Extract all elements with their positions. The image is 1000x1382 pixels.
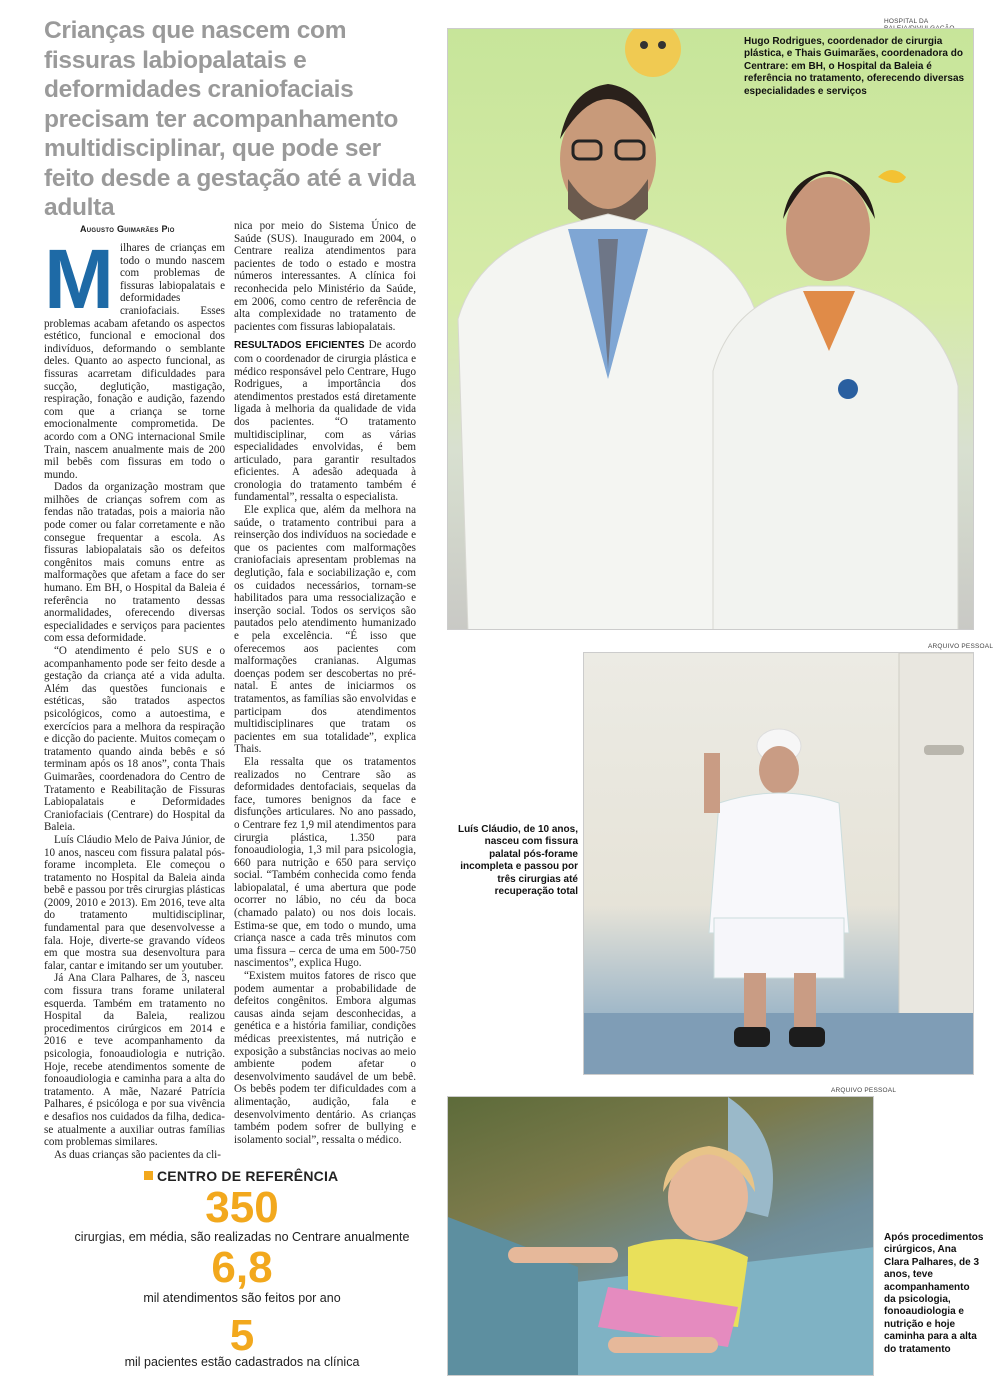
photo-caption: Luís Cláudio, de 10 anos, nasceu com fissura palatal pós-forame incompleta e passou por três cirurgias até recuperação total xyxy=(457,824,578,898)
boy-illustration xyxy=(584,653,974,1075)
box-title-text: CENTRO DE REFERÊNCIA xyxy=(157,1168,339,1184)
doctors-illustration xyxy=(448,29,974,630)
byline: Augusto Guimarães Pio xyxy=(80,224,175,234)
article-paragraph xyxy=(44,232,225,481)
photo-caption: Hugo Rodrigues, coordenador de cirurgia plástica, e Thais Guimarães, coordenadora do Centrare: em BH, o Hospital da Baleia é referência no tratamento, oferecendo diversas especialidades e serviços xyxy=(744,36,965,97)
stat-description: mil atendimentos são feitos por ano xyxy=(143,1291,341,1305)
girl-illustration xyxy=(448,1097,874,1376)
photo-girl xyxy=(447,1096,874,1376)
stat-value: 350 xyxy=(205,1183,279,1232)
article-paragraph: Luís Cláudio Melo de Paiva Júnior, de 10 anos, nasceu com fissura palatal pós-forame incompleta. Ele começou o tratamento no Hospital da Baleia ainda bebê e passou por três cirurgias plásticas (2009, 2010 e 2013). Em 2016, teve alta do tratamento multidisciplinar, fundamental para que desenvolvesse a fala. Hoje, diverte-se gravando vídeos em que mostra sua desenvoltura para falar, cantar e imitando ser um youtuber. xyxy=(44,833,225,972)
headline: Crianças que nascem com fissuras labiopalatais e deformidades craniofaciais precisam ter acompanhamento multidisciplinar, que pode ser feito desde a gestação até a vida adulta xyxy=(44,17,416,221)
stat-value: 5 xyxy=(229,1311,255,1360)
article-paragraph: Já Ana Clara Palhares, de 3, nasceu com fissura trans forame unilateral esquerda. Também em tratamento no Hospital da Baleia, realizou procedimentos cirúrgicos em 2014 e 2016 e teve acompanhamento da psicologia, fonoaudiologia e nutrição. Hoje, recebe atendimentos somente de fonoaudiologia e caminha para a alta do tratamento. A mãe, Nazaré Patrícia Palhares, é psicóloga e por sua vivência e desafios nos cuidados da filha, dedica-se atualmente a auxiliar outras famílias com problemas similares. xyxy=(44,972,225,1149)
orange-square-icon xyxy=(144,1171,153,1180)
paragraph-text: De acordo com o coordenador de cirurgia plástica e médico responsável pelo Centrare, Hugo Rodrigues, a importância dos atendimentos prestados está diretamente ligada à melhoria da qualidade de vida dos pacientes. “O tratamento multidisciplinar, com as várias especialidades envolvidas, é bem articulado, para garantir resultados eficientes. A adesão adequada à cronologia do tratamento também é fundamental”, ressalta o especialista. xyxy=(234,339,416,504)
stat-description: mil pacientes estão cadastrados na clínica xyxy=(124,1355,360,1369)
photo-credit: ARQUIVO PESSOAL xyxy=(928,643,994,650)
photo-caption: Após procedimentos cirúrgicos, Ana Clara Palhares, de 3 anos, teve acompanhamento da psicologia, fonoaudiologia e nutrição e hoje caminha para a alta do tratamento xyxy=(884,1232,984,1355)
photo-credit: HOSPITAL DA xyxy=(884,18,929,25)
article-paragraph: Dados da organização mostram que milhões de crianças sofrem com as fendas não tratadas, pois a maioria não pode comer ou falar corretamente e não consegue frequentar a escola. As fissuras labiopalatais são os defeitos congênitos mais comuns entre as malformações que afetam a face do ser humano. Em BH, o Hospital da Baleia é referência no tratamento dessas anormalidades, oferecendo diversas especialidades e serviços para pacientes com essa deformidade. xyxy=(44,481,225,645)
article-paragraph: “O atendimento é pelo SUS e o acompanhamento pode ser feito desde a gestação da criança até a vida adulta. Além das questões funcionais e estéticas, são tratados aspectos psicológicos, como a autoestima, e exercícios para a melhora da respiração e dicção do paciente. Muitos começam o tratamento quando ainda bebês e só terminam após os 18 anos”, conta Thais Guimarães, coordenadora do Centro de Tratamento e Reabilitação de Fissuras Labiopalatais e Deformidades Craniofaciais (Centrare) do Hospital da Baleia. xyxy=(44,645,225,834)
article-paragraph: nica por meio do Sistema Único de Saúde (SUS). Inaugurado em 2004, o Centrare realiza atendimentos para pacientes de todo o estado e mostra números interessantes. A clínica foi reconhecida pelo Ministério da Saúde, em 2006, como centro de referência de alta complexidade no tratamento de pacientes com fissuras labiopalatais. xyxy=(234,220,416,333)
article-paragraph: As duas crianças são pacientes da cli- xyxy=(54,1148,221,1161)
article-paragraph: Ela ressalta que os tratamentos realizados no Centrare são as deformidades dentofaciais, sequelas da face, tumores benignos da face e disfunções articulares. No ano passado, o Centrare fez 1,9 mil atendimentos para cirurgia plástica, 1.350 para fonoaudiologia, 1,3 mil para psicologia, 660 para nutrição e 650 para serviço social. “Também conhecida como fenda labiopalatal, é uma abertura que pode ocorrer no lábio, no céu da boca (chamado palato) ou nos dois locais. Estima-se que, em todo o mundo, uma criança nasce a cada três minutos com uma fissura – cerca de uma em 500-750 nascimentos”, explica Hugo. xyxy=(234,755,416,970)
article-column-2 xyxy=(234,220,416,1146)
article-paragraph: “Existem muitos fatores de risco que podem aumentar a probabilidade de defeitos congênitos. Embora algumas causas ainda sejam desconhecidas, a genética e a história familiar, condições médicas preexistentes, má nutrição e exposição a substâncias nocivas ao meio ambiente podem afetar o desenvolvimento saudável de um bebê. Os bebês podem ter dificuldades com a alimentação, audição, fala e desenvolvimento dentário. As crianças também podem sofrer de bullying e isolamento social”, ressalta o médico. xyxy=(234,970,416,1146)
photo-boy xyxy=(583,652,974,1075)
stat-description: cirurgias, em média, são realizadas no Centrare anualmente xyxy=(74,1230,410,1244)
article-paragraph: Ele explica que, além da melhora na saúde, o tratamento contribui para a reinserção dos indivíduos na sociedade e que os pacientes com malformações craniofaciais apresentam problemas na deglutição, fala e sociabilização e, com os cuidados necessários, tornam-se habilitados para uma ressocialização e inserção social. Todos os serviços são pautados pelo atendimento humanizado e pela excelência. “É isso que oferecemos aos pacientes com malformações cranianas. Algumas doenças podem ser descobertas no pré-natal. E antes de iniciarmos os tratamentos, as famílias são envolvidas e participam dos atendimentos multidisciplinares que tratam os pacientes em sua totalidade”, explica Thais. xyxy=(234,504,416,756)
article-column-1 xyxy=(44,232,225,1161)
reference-box-title xyxy=(144,1168,338,1184)
photo-doctors xyxy=(447,28,974,630)
subhead: RESULTADOS EFICIENTES xyxy=(234,340,365,352)
drop-cap: M xyxy=(44,232,114,326)
paragraph-text: ilhares de crianças em todo o mundo nascem com problemas de fissuras labiopalatais e deformidades craniofaciais. Esses problemas acabam afetando os aspectos estético, funcional e emocional dos indivíduos, deformando o semblante deles. Quanto ao aspecto funcional, as fissuras acarretam dificuldades para sucção, deglutição, mastigação, respiração, fonação e audição, fazendo com que a criança se torne emocionalmente comprometida. De acordo com a ONG internacional Smile Train, nascem anualmente mais de 200 mil bebês com fissuras em todo o mundo. xyxy=(44,242,225,481)
photo-credit: ARQUIVO PESSOAL xyxy=(831,1087,897,1094)
stat-value: 6,8 xyxy=(211,1243,273,1292)
article-paragraph xyxy=(234,339,416,504)
